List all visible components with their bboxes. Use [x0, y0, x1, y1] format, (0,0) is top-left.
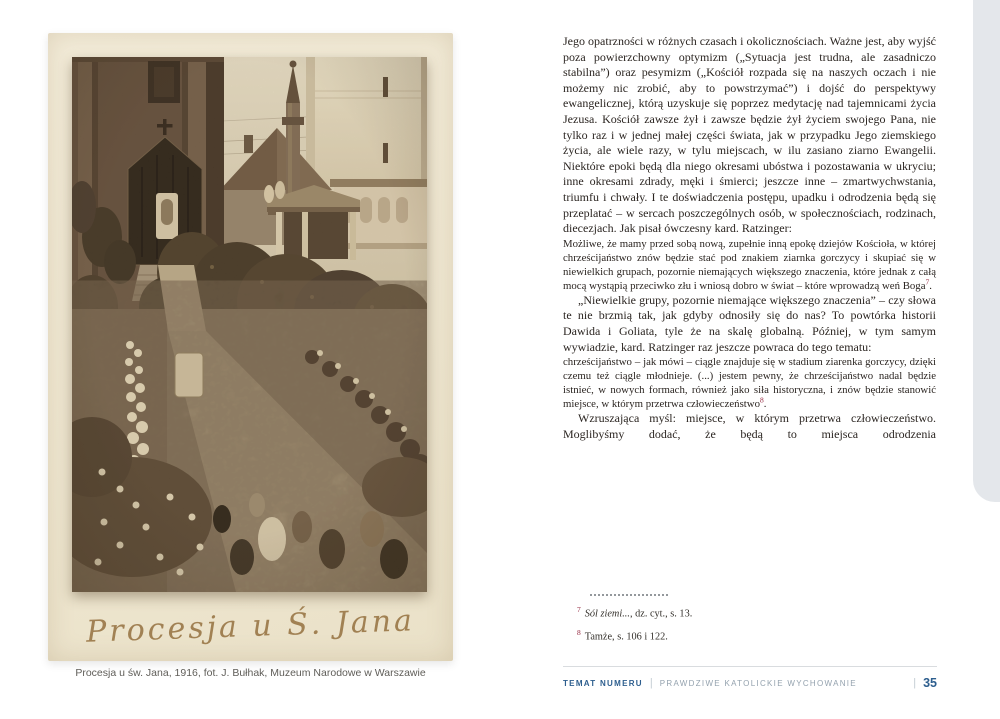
photo-caption: Procesja u św. Jana, 1916, fot. J. Bułhak, Muzeum Narodowe w Warszawie: [75, 667, 426, 679]
footer-right: [906, 676, 937, 690]
page-footer: [563, 666, 937, 690]
paragraph-2: „Niewielkie grupy, pozornie niemające większego znaczenia” – czy słowa te nie brzmią tak, jak gdyby odnosiły się do nas? To powtórka historii Dawida i Goliata, tyle że na skalę globalną. Później, w tym samym wywiadzie, kard. Ratzinger raz jeszcze powraca do tego tematu:: [563, 292, 936, 354]
blockquote-ratzinger-1: Możliwe, że mamy przed sobą nową, zupełnie inną epokę dziejów Kościoła, w której chrześcijaństwo znów będzie stać pod znakiem ziarnka gorczycy i skupiać się w niewielkich grupach, pozornie niemających większego znaczenia, które jednak z całą mocą wystąpią przeciwko złu i wniosą dobro w świat – które wprowadzą weń Boga$^7$.: [563, 237, 936, 292]
footer-article-title: PRAWDZIWE KATOLICKIE WYCHOWANIE: [659, 678, 857, 688]
blockquote-ratzinger-2: chrześcijaństwo – jak mówi – ciągle znajduje się w stadium ziarenka gorczycy, dzięki czemu też ciągle młodnieje. (...) jestem pewny, że chrześcijaństwo nadal będzie istnieć, w nowych formach, również jako siła historyczna, i znów będzie stanowić miejsce, w którym przetrwa człowieczeństwo$^8$.: [563, 356, 936, 411]
footnote-7: $^7$ Sól ziemi..., dz. cyt., s. 13.: [577, 605, 693, 620]
paragraph-3: Wzruszająca myśl: miejsce, w którym przetrwa człowieczeństwo. Moglibyśmy dodać, że będą to miejsca odrodzenia: [563, 411, 936, 441]
reader-edge-panel[interactable]: [973, 0, 1000, 502]
footnote-8: $^8$ Tamże, s. 106 i 122.: [577, 628, 668, 643]
page-number: 35: [923, 676, 937, 690]
footnote-separator: [590, 594, 668, 596]
article-body: [563, 34, 936, 442]
footnote-ref-8: 8: [759, 395, 764, 405]
handwritten-photo-title: Procesja u Ś. Jana: [85, 603, 416, 650]
procession-photo: [72, 57, 427, 592]
footnotes-block: [563, 594, 936, 650]
procession-photo-art: [72, 57, 427, 592]
footer-divider: |: [649, 677, 653, 689]
footnote-ref-7: 7: [925, 277, 930, 287]
footer-left: [563, 677, 857, 689]
page-number-divider: |: [913, 677, 917, 689]
paragraph-1: Jego opatrzności w różnych czasach i okolicznościach. Ważne jest, aby wyjść poza powierzchowny optymizm („Sytuacja jest trudna, ale zasadniczo stabilna”) oraz pesymizm („Kościół rozpada się na naszych oczach i nie możemy nic zrobić, aby to powstrzymać”) i dojść do perspektywy ewangelicznej, którą uzyskuje się poprzez medytację nad tajemnicami życia Jezusa. Kościół zawsze żył i zawsze będzie żył życiem swojego Pana, nie tylko raz i w jednej małej części świata, jak w przypadku Jego ziemskiego życia, ale wiele razy, w tylu miejscach, w ilu zasiano ziarno Ewangelii. Niektóre epoki będą dla niego okresami ubóstwa i pozostawania w ukryciu; inne okresami zdrady, męki i śmierci; jeszcze inne – zmartwychwstania, triumfu i chwały. I te doświadczenia postępu, upadku i odrodzenia będą się przeplatać – w sercach poszczególnych osób, w społecznościach, rodzinach, diecezjach. Jak pisał ówczesny kard. Ratzinger:: [563, 34, 936, 236]
footer-section-label: TEMAT NUMERU: [563, 678, 643, 688]
photo-mount-card: [48, 33, 453, 661]
